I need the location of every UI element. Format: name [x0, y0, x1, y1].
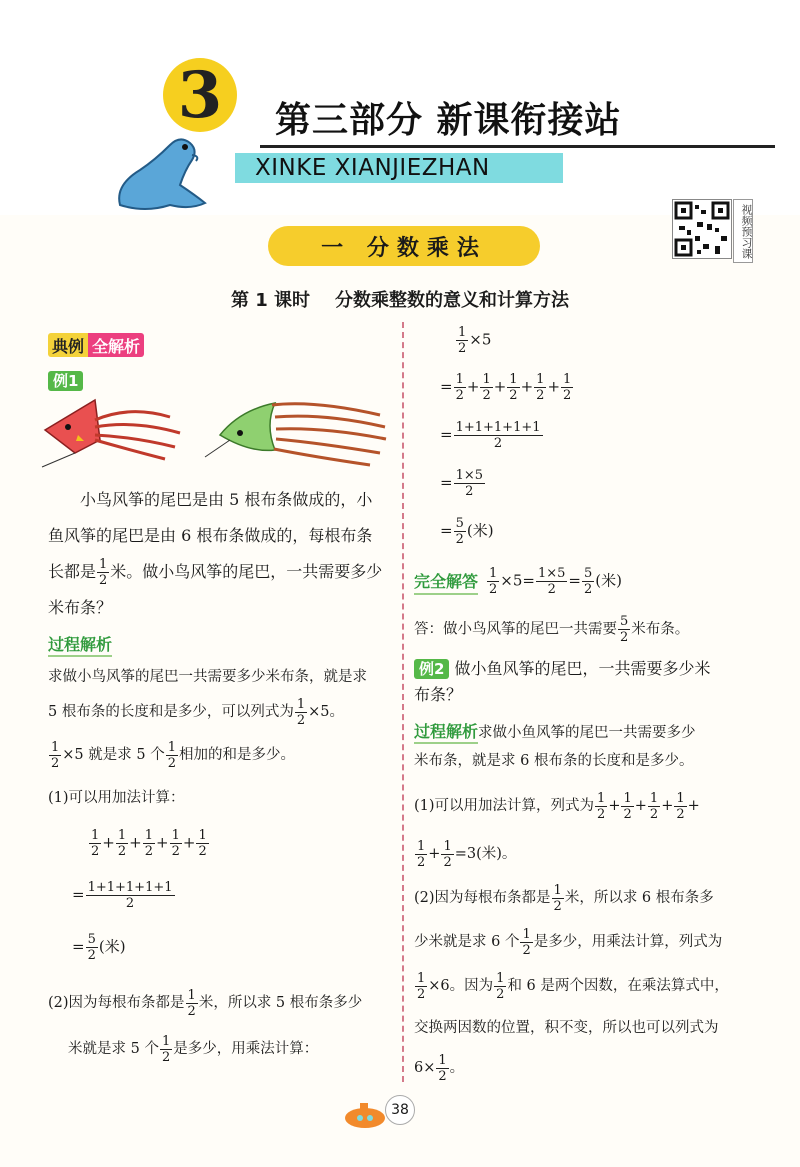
process-label: 过程解析: [48, 635, 112, 657]
addition-result: = $\frac{5}{2}$ (米): [72, 932, 126, 963]
multiplication-start: $\frac{1}{2}$ ×5: [458, 325, 492, 356]
full-answer-row: 完全解答 $\frac{1}{2}$ ×5= $\frac{1\times 5}{2}$ = $\frac{5}{2}$ (米): [414, 566, 622, 597]
example2-problem: [414, 656, 759, 708]
example1-problem: [48, 482, 398, 626]
title-rule: [260, 145, 775, 148]
method2-post: 米，所以求 5 根布条多少: [198, 995, 363, 1011]
process-label-2: 过程解析: [414, 722, 478, 744]
full-answer-label: 完全解答: [414, 569, 478, 595]
fraction-half: $\frac{1}{2}$: [51, 739, 60, 771]
multiplication-step-1: = $\frac{1}{2}$ + $\frac{1}{2}$ + $\frac{1}{2}$ + $\frac{1}{2}$ + $\frac{1}{2}$: [440, 372, 572, 403]
addition-equation-2: = $\frac{1+1+1+1+1}{2}$: [72, 880, 173, 911]
process-p2-post: ×5。: [308, 704, 344, 720]
example2-p1: 求做小鱼风筝的尾巴一共需要多少: [478, 725, 696, 741]
lesson-title: 第 1 课时 分数乘整数的意义和计算方法: [230, 290, 570, 311]
page-number: 38: [385, 1095, 415, 1125]
example2-badge: 例2: [414, 659, 449, 679]
process-p1: 求做小鸟风筝的尾巴一共需要多少米布条，就是求: [48, 669, 367, 685]
example1-text-a: 小鸟风筝的尾巴是由 5 根布条做成的，小: [80, 490, 373, 509]
submarine-icon: [340, 1098, 390, 1132]
qr-label: 视频预习课: [733, 199, 753, 263]
example1-text-c-post: 米。做小鸟风筝的尾巴，一共需要多少: [110, 562, 383, 581]
multiplication-step-2: = $\frac{1+1+1+1+1}{2}$: [440, 420, 541, 451]
example2-method2: (2)因为每根布条都是 $\frac{1}{2}$ 米，所以求 6 根布条多 少米就是求 6 个 $\frac{1}{2}$ 是多少，用乘法计算，列式为 $\frac{1}{2}$ ×6。因为 $\frac{1}{2}$ 和 6 是两个因数，在乘法算式中， 交换两因数的位置，积不变，所以也可以列式为 6× $\frac{1}{2}$ 。: [414, 882, 729, 1084]
process-p2-pre: 5 根布条的长度和是多少，可以列式为: [48, 704, 294, 720]
example2-q1: 做小鱼风筝的尾巴，一共需要多少米: [454, 659, 711, 678]
page-title: 第三部分 新课衔接站: [275, 100, 622, 141]
pinyin-subtitle: XINKE XIANJIEZHAN: [255, 155, 490, 181]
method1-label: (1)可以用加法计算：: [48, 790, 185, 806]
kite-illustration: [40, 395, 390, 470]
example2-process: [414, 718, 759, 775]
process-p3-post: 相加的和是多少。: [179, 747, 295, 763]
method2-text: (2)因为每根布条都是 $\frac{1}{2}$ 米，所以求 5 根布条多少 米就是求 5 个 $\frac{1}{2}$ 是多少，用乘法计算：: [48, 987, 363, 1065]
answer-sentence: 答：做小鸟风筝的尾巴一共需要 $\frac{5}{2}$ 米布条。: [414, 614, 690, 645]
chapter-number: 3: [163, 58, 237, 132]
multiplication-result: = $\frac{5}{2}$ (米): [440, 516, 494, 547]
typical-example-badge: [48, 333, 144, 357]
method3-post: 是多少，用乘法计算：: [173, 1041, 319, 1057]
example1-text-b: 鱼风筝的尾巴是由 6 根布条做成的，每根布条: [48, 526, 373, 545]
example2-p2: 米布条，就是求 6 根布条的长度和是多少。: [414, 753, 694, 769]
addition-equation-1: $\frac{1}{2}$ + $\frac{1}{2}$ + $\frac{1}{2}$ + $\frac{1}{2}$ + $\frac{1}{2}$: [91, 828, 207, 859]
fraction-half: $\frac{1}{2}$: [296, 696, 306, 728]
seal-illustration: [110, 125, 220, 215]
method3-pre: 米就是求 5 个: [68, 1041, 159, 1057]
method2-pre: (2)因为每根布条都是: [48, 995, 185, 1011]
qr-code-icon[interactable]: [672, 199, 732, 259]
example1-process: [48, 662, 400, 818]
example2-q2: 布条？: [414, 685, 463, 704]
example1-text-c-pre: 长都是: [48, 562, 97, 581]
badge-main-a: 典例: [48, 333, 88, 357]
multiplication-step-3: = $\frac{1\times 5}{2}$: [440, 468, 484, 499]
example1-badge: 例1: [48, 371, 83, 391]
fraction-half: $\frac{1}{2}$: [167, 739, 176, 771]
process-p3-mid: ×5 就是求 5 个: [62, 747, 165, 763]
fraction-half: $\frac{1}{2}$: [99, 557, 108, 588]
section-banner: 一 分数乘法: [268, 226, 540, 266]
column-divider: [402, 322, 404, 1082]
example2-method1: (1)可以用加法计算，列式为 $\frac{1}{2}$ + $\frac{1}{2}$ + $\frac{1}{2}$ + $\frac{1}{2}$ + $\frac{1}{2}$ + $\frac{1}{2}$ =3(米)。: [414, 790, 700, 870]
example1-text-d: 米布条？: [48, 598, 113, 617]
badge-main-b: 全解析: [88, 333, 144, 357]
